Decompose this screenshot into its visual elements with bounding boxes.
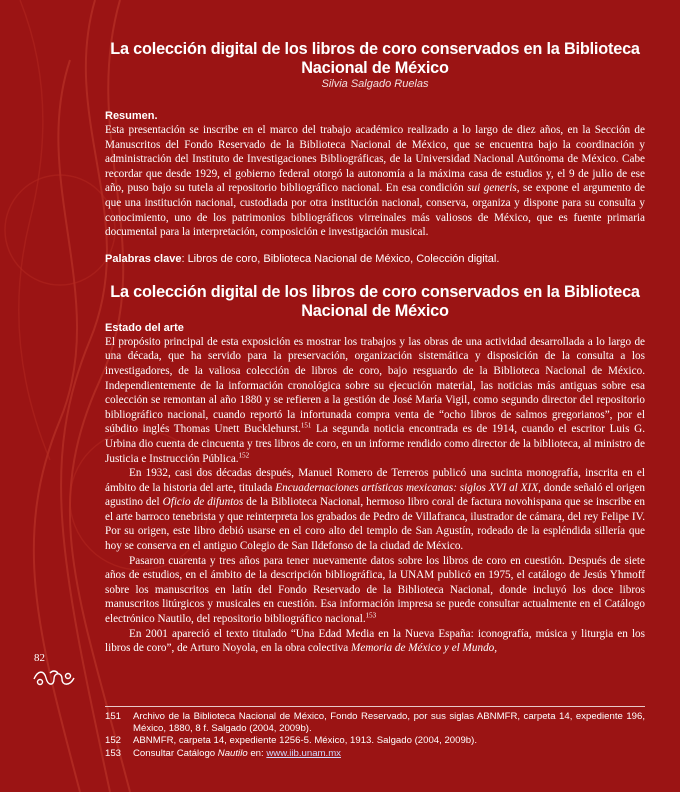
abstract-text: Esta presentación se inscribe en el marco del trabajo académico realizado a lo largo de diez años, en la Sección de Manuscritos del Fondo Reservado de la Biblioteca Nacional de México, que se encuentra bajo la coordinación y administración del Instituto de Investigaciones Bibliográficas, de la Universidad Nacional Autónoma de México. Cabe recordar que desde 1929, el gobierno federal otorgó la autonomía a la máxima casa de estudios y, el 9 de julio de ese año, puso bajo su tutela al repositorio bibliográfico nacional. En esa condición sui generis, se expone el argumento de que una institución nacional, custodiada por otra institución nacional, conserva, organiza y dispone para su consulta y conocimiento, uno de los patrimonios bibliográficos virreinales más valiosos de México, que es fuente primaria documental para la interpretación, composición e investigación musical. xyxy=(105,124,645,239)
footnote-ref-153[interactable]: 153 xyxy=(365,611,377,620)
footnote-151: 151 Archivo de la Biblioteca Nacional de México, Fondo Reservado, por sus siglas ABNMFR, carpeta 14, expediente 196, México, 1880, 8 f. Salgado (2004, 2009b). xyxy=(105,711,645,735)
article-title: La colección digital de los libros de coro conservados en la Biblioteca Nacional de México xyxy=(110,40,640,77)
page-ornament-icon xyxy=(32,668,76,690)
footnote-ref-152[interactable]: 152 xyxy=(238,450,250,459)
paragraph-4: En 2001 apareció el texto titulado “Una Edad Media en la Nueva España: iconografía, música y liturgia en los libros de coro”, de Arturo Noyola, en la obra colectiva Memoria de México y el Mundo, xyxy=(105,627,645,655)
article-body xyxy=(105,40,645,656)
keywords-label: Palabras clave xyxy=(105,252,182,265)
paragraph-1: El propósito principal de esta exposición es mostrar los trabajos y las obras de una actividad desarrollada a lo largo de una década, que ha servido para la preservación, organización sistemática y disposición de la consulta a los investigadores, de la valiosa colección de libros de coro, bajo resguardo de la Biblioteca Nacional de México. Independientemente de la información cronológica sobre su ejecución material, las noticias más antiguas sobre esa colección se remontan al año 1880 y se refieren a la gestión de José María Vigil, como segundo director del repositorio bibliográfico nacional, cuando reportó la infortunada compra venta de “ocho libros de salmos gregorianos”, por el súbdito inglés Thomas Unett Bucklehurst.$^{151}$ La segunda noticia encontrada es de 1914, cuando el escritor Luis G. Urbina dio cuenta de cincuenta y tres libros de coro, en un informe rendido como director de la biblioteca, al ministro de Justicia e Instrucción Pública.$^{152}$ xyxy=(105,335,646,465)
footnote-ref-151[interactable]: 151 xyxy=(300,421,312,430)
paragraph-3: Pasaron cuarenta y tres años para tener nuevamente datos sobre los libros de coro en cuestión. Después de siete años de estudios, en el ámbito de la descripción bibliográfica, la UNAM publicó en 1975, el catálogo de Jesús Yhmoff sobre los manuscritos en latín del Fondo Reservado de la Biblioteca Nacional, donde incluyó los doce libros manuscritos litúrgicos y musicales en cuestión. Esa información impresa se puede consultar actualmente en el Catálogo electrónico Nautilo, del repositorio bibliográfico nacional.$^{153}$ xyxy=(105,554,645,626)
paragraph-2: En 1932, casi dos décadas después, Manuel Romero de Terreros publicó una sucinta monografía, inscrita en el ámbito de la historia del arte, titulada Encuadernaciones artísticas mexicanas: siglos XVI al XIX, donde señaló el origen agustino del Oficio de difuntos de la Biblioteca Nacional, hermoso libro coral de factura novohispana que se inscribe en el arte barroco tenebrista y que reinterpreta los grabados de Pedro de Villafranca, ilustrador de cámara, del rey Felipe IV. Por su origen, este libro debió usarse en el coro alto del templo de San Agustín, rodeado de la espléndida sillería que hoy se conserva en el antiguo Colegio de San Ildefonso de la ciudad de México. xyxy=(105,467,646,553)
author-name: Silvia Salgado Ruelas xyxy=(321,78,429,90)
keywords: Palabras clave: Libros de coro, Biblioteca Nacional de México, Colección digital. xyxy=(105,252,500,265)
nautilo-link[interactable]: www.iib.unam.mx xyxy=(266,747,341,759)
section-title: La colección digital de los libros de coro conservados en la Biblioteca Nacional de México xyxy=(110,282,640,320)
subsection-title: Estado del arte xyxy=(105,321,184,334)
footnote-152: 152 ABNMFR, carpeta 14, expediente 1256-5. México, 1913. Salgado (2004, 2009b). xyxy=(105,735,477,747)
abstract-label: Resumen. xyxy=(105,110,158,122)
footnotes xyxy=(105,706,645,760)
page-number: 82 xyxy=(34,652,45,664)
footnote-153: 153 Consultar Catálogo Nautilo en: www.iib.unam.mx xyxy=(105,747,341,759)
